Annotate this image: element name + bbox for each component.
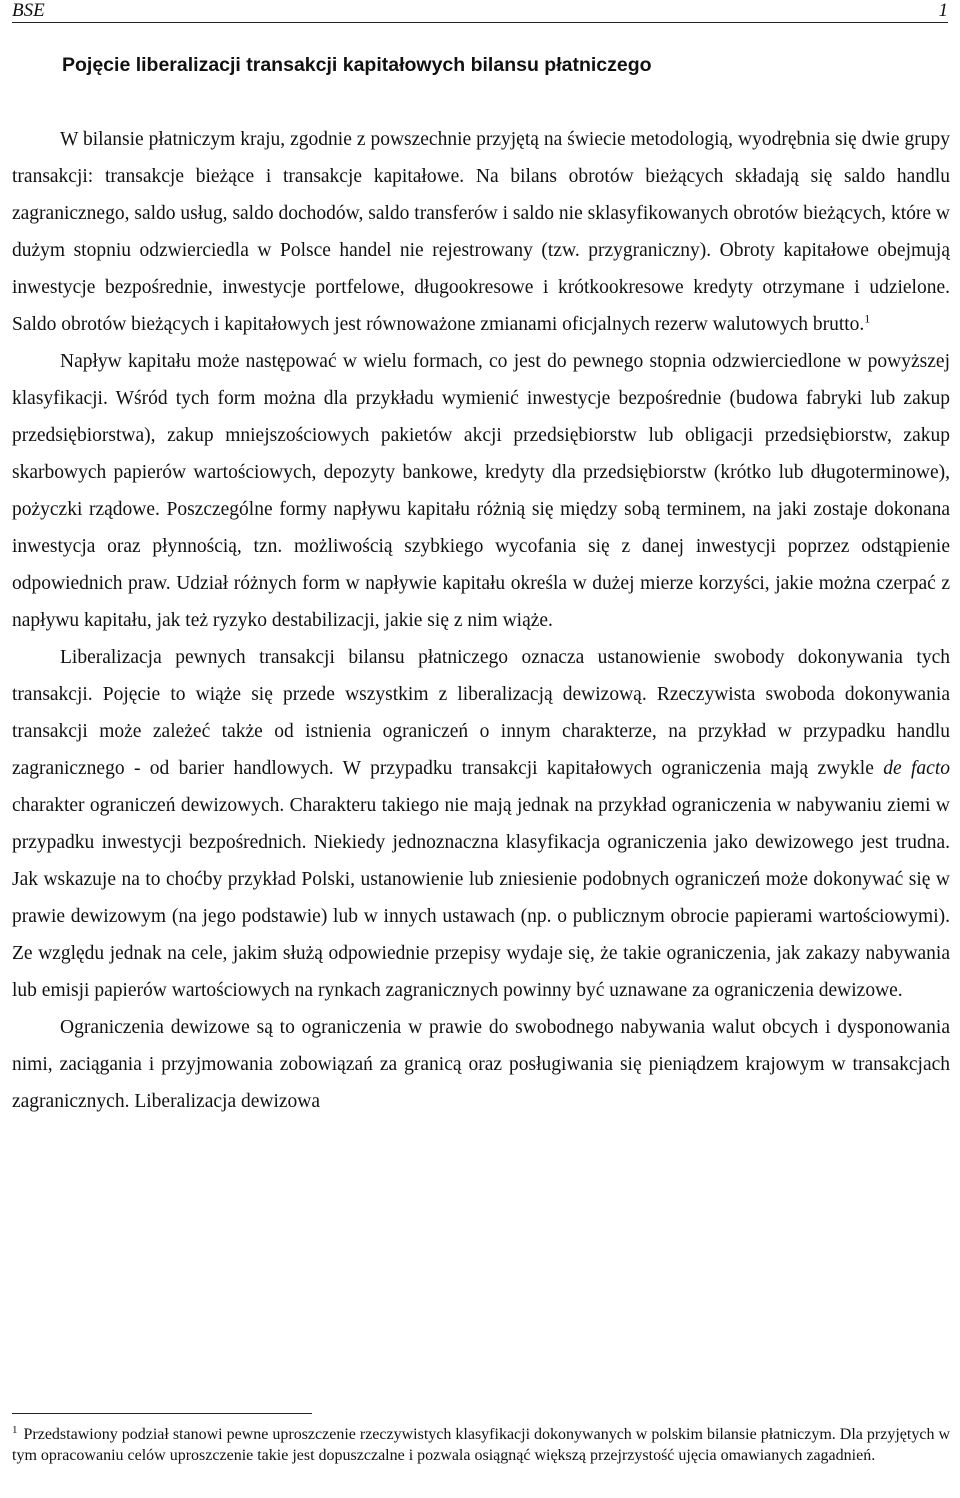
footnote [12, 1424, 950, 1466]
paragraph-4: Ograniczenia dewizowe są to ograniczenia w prawie do swobodnego nabywania walut obcych i dysponowania nimi, zaciągania i przyjmowania zobowiązań za granicą oraz posługiwania się pieniądzem krajowym w transakcjach zagranicznych. Liberalizacja dewizowa [12, 1017, 950, 1112]
paragraph-2: Napływ kapitału może następować w wielu formach, co jest do pewnego stopnia odzwierciedlone w powyższej klasyfikacji. Wśród tych form można dla przykładu wymienić inwestycje bezpośrednie (budowa fabryki lub zakup przedsiębiorstwa), zakup mniejszościowych pakietów akcji przedsiębiorstw lub obligacji przedsiębiorstw, zakup skarbowych papierów wartościowych, depozyty bankowe, kredyty dla przedsiębiorstw (krótko lub długoterminowe), pożyczki rządowe. Poszczególne formy napływu kapitału różnią się między sobą terminem, na jaki zostaje dokonana inwestycja oraz płynnością, tzn. możliwością szybkiego wycofania się z danej inwestycji poprzez odstąpienie odpowiednich praw. Udział różnych form w napływie kapitału określa w dużej mierze korzyści, jakie można czerpać z napływu kapitału, jak też ryzyko destabilizacji, jakie się z nim wiąże. [12, 351, 950, 631]
footnote-mark: 1 [12, 1423, 18, 1436]
footnote-reference: 1 [864, 311, 871, 326]
page-header [12, 0, 948, 23]
page-number: 1 [938, 0, 948, 21]
footnote-divider [12, 1413, 312, 1414]
paragraph-1-text: W bilansie płatniczym kraju, zgodnie z powszechnie przyjętą na świecie metodologią, wyodrębnia się dwie grupy transakcji: transakcje bieżące i transakcje kapitałowe. Na bilans obrotów bieżących składają się saldo handlu zagranicznego, saldo usług, saldo dochodów, saldo transferów i saldo nie sklasyfikowanych obrotów bieżących, które w dużym stopniu odzwierciedla w Polsce handel nie rejestrowany (tzw. przygraniczny). Obroty kapitałowe obejmują inwestycje bezpośrednie, inwestycje portfelowe, długookresowe i krótkookresowe kredyty otrzymane i udzielone. Saldo obrotów bieżących i kapitałowych jest równoważone zmianami oficjalnych rezerw walutowych brutto. [12, 129, 950, 335]
header-label: BSE [12, 0, 45, 21]
paragraph-1 [12, 121, 950, 343]
footnote-text: Przedstawiony podział stanowi pewne uproszczenie rzeczywistych klasyfikacji dokonywanych w polskim bilansie płatniczym. Dla przyjętych w tym opracowaniu celów uproszczenie takie jest dopuszczalne i pozwala osiągnąć większą przejrzystość ujęcia omawianych zagadnień. [12, 1426, 950, 1464]
paragraph-3-text-a: Liberalizacja pewnych transakcji bilansu płatniczego oznacza ustanowienie swobody dokonywania tych transakcji. Pojęcie to wiąże się przede wszystkim z liberalizacją dewizową. Rzeczywista swoboda dokonywania transakcji może zależeć także od istnienia ograniczeń o innym charakterze, na przykład w przypadku handlu zagranicznego - od barier handlowych. W przypadku transakcji kapitałowych ograniczenia mają zwykle [12, 647, 950, 779]
italic-phrase: de facto [883, 758, 951, 779]
section-title: Pojęcie liberalizacji transakcji kapitałowych bilansu płatniczego [62, 54, 652, 76]
paragraph-3 [12, 639, 950, 1009]
body-text [12, 121, 950, 1120]
paragraph-3-text-b: charakter ograniczeń dewizowych. Charakteru takiego nie mają jednak na przykład ograniczenia w nabywaniu ziemi w przypadku inwestycji bezpośrednich. Niekiedy jednoznaczna klasyfikacja ograniczenia jako dewizowego jest trudna. Jak wskazuje na to choćby przykład Polski, ustanowienie lub zniesienie podobnych ograniczeń może dokonywać się w prawie dewizowym (na jego podstawie) lub w innych ustawach (np. o publicznym obrocie papierami wartościowymi). Ze względu jednak na cele, jakim służą odpowiednie przepisy wydaje się, że takie ograniczenia, jak zakazy nabywania lub emisji papierów wartościowych na rynkach zagranicznych powinny być uznawane za ograniczenia dewizowe. [12, 795, 950, 1001]
